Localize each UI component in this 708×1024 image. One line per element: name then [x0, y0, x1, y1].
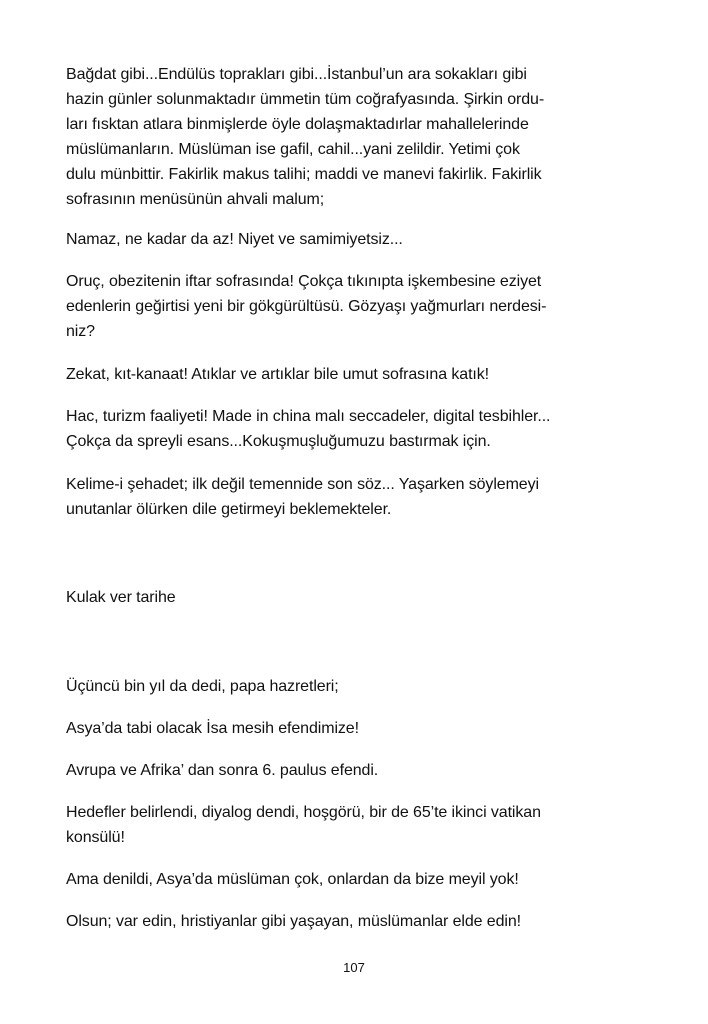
paragraph-line: Üçüncü bin yıl da dedi, papa hazretleri; [66, 678, 339, 695]
paragraph-line: Zekat, kıt-kanaat! Atıklar ve artıklar bile umut sofrasına katık! [66, 366, 490, 383]
page-number: 107 [343, 960, 365, 975]
paragraph-line: sofrasının menüsünün ahvali malum; [66, 191, 325, 208]
paragraph-line: Avrupa ve Afrika’ dan sonra 6. paulus efendi. [66, 762, 379, 779]
paragraph-line: edenlerin geğirtisi yeni bir gökgürültüsü. Gözyaşı yağmurları nerdesi- [66, 298, 547, 315]
paragraph-line: ları fısktan atlara binmişlerde öyle dolaşmaktadırlar mahallelerinde [66, 116, 529, 133]
paragraph-line: Hedefler belirlendi, diyalog dendi, hoşgörü, bir de 65’te ikinci vatikan [66, 804, 541, 821]
paragraph-line: Ama denildi, Asya’da müslüman çok, onlardan da bize meyil yok! [66, 871, 519, 888]
paragraph-line: Bağdat gibi...Endülüs toprakları gibi...İstanbul’un ara sokakları gibi [66, 66, 527, 83]
paragraph-line: niz? [66, 323, 95, 340]
section-heading: Kulak ver tarihe [66, 589, 176, 606]
paragraph-line: dulu münbittir. Fakirlik makus talihi; maddi ve manevi fakirlik. Fakirlik [66, 166, 542, 183]
paragraph-line: konsülü! [66, 829, 125, 846]
paragraph-line: hazin günler solunmaktadır ümmetin tüm coğrafyasında. Şirkin ordu- [66, 91, 545, 108]
paragraph-line: Oruç, obezitenin iftar sofrasında! Çokça tıkınıpta işkembesine eziyet [66, 273, 542, 290]
paragraph-line: Hac, turizm faaliyeti! Made in china malı seccadeler, digital tesbihler... [66, 408, 551, 425]
paragraph-line: Kelime-i şehadet; ilk değil temennide son söz... Yaşarken söylemeyi [66, 476, 539, 493]
paragraph-line: Asya’da tabi olacak İsa mesih efendimize! [66, 720, 359, 737]
paragraph-line: Çokça da spreyli esans...Kokuşmuşluğumuzu bastırmak için. [66, 433, 491, 450]
paragraph-line: müslümanların. Müslüman ise gafil, cahil...yani zelildir. Yetimi çok [66, 141, 520, 158]
paragraph-line: unutanlar ölürken dile getirmeyi beklemekteler. [66, 501, 392, 518]
paragraph-line: Olsun; var edin, hristiyanlar gibi yaşayan, müslümanlar elde edin! [66, 913, 521, 930]
paragraph-line: Namaz, ne kadar da az! Niyet ve samimiyetsiz... [66, 231, 403, 248]
